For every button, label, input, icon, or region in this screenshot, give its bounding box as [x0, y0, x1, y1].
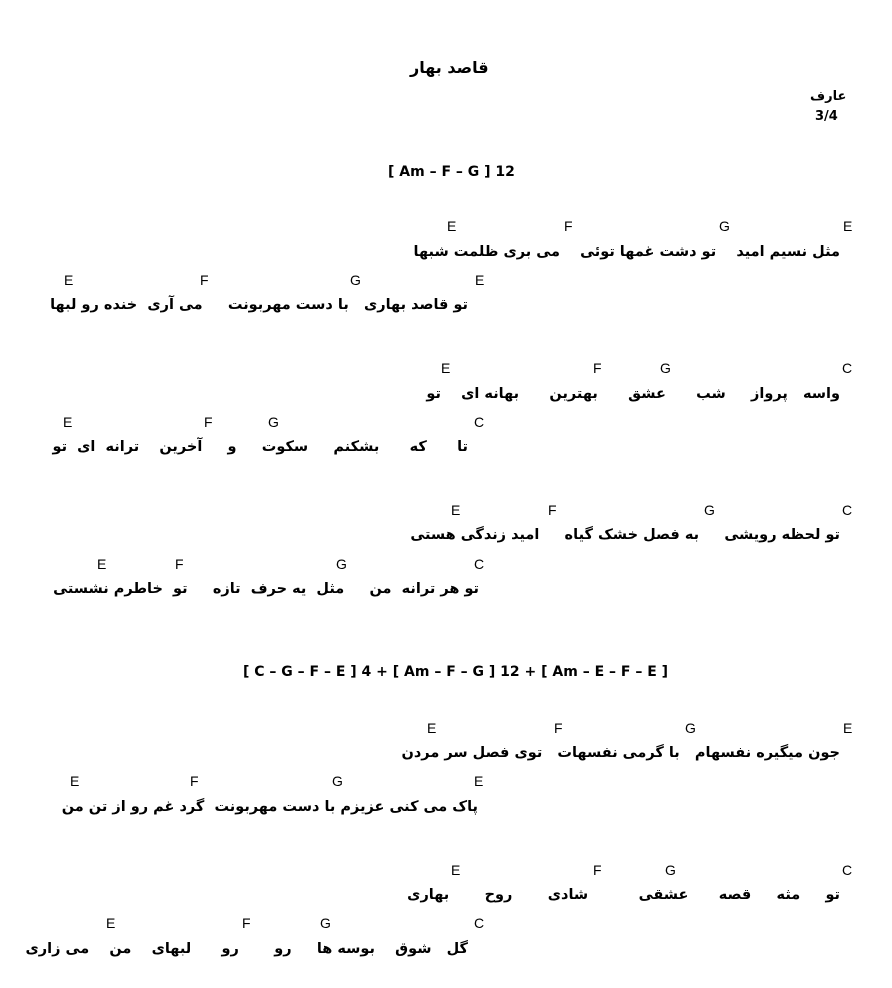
chord-g: G: [350, 272, 361, 288]
chord-f: F: [204, 414, 213, 430]
song-title: قاصد بهار: [410, 58, 489, 77]
chord-g: G: [320, 915, 331, 931]
chord-e: E: [843, 218, 853, 234]
chord-e: E: [427, 720, 437, 736]
chord-e: E: [843, 720, 853, 736]
chord-c: C: [474, 414, 485, 430]
chord-f: F: [190, 773, 199, 789]
intro-progression: [ Am – F – G ] 12: [388, 164, 515, 180]
chord-e: E: [474, 773, 484, 789]
lyric-line-6: تو هر ترانه من مثل یه حرف تازه تو خاطرم نشستی: [53, 581, 479, 597]
lyric-line-10: گل شوق بوسه ها رو رو لبهای من می زاری: [25, 941, 468, 957]
chord-g: G: [685, 720, 696, 736]
chord-c: C: [842, 862, 853, 878]
chord-f: F: [593, 360, 602, 376]
chord-e: E: [447, 218, 457, 234]
chord-c: C: [842, 502, 853, 518]
chord-g: G: [336, 556, 347, 572]
chord-g: G: [660, 360, 671, 376]
lyric-line-2: تو قاصد بهاری با دست مهربونت می آری خنده رو لبها: [50, 297, 468, 313]
chord-f: F: [242, 915, 251, 931]
chord-g: G: [719, 218, 730, 234]
lyric-line-5: تو لحظه رویشی به فصل خشک گیاه امید زندگی هستی: [410, 527, 840, 543]
chord-g: G: [332, 773, 343, 789]
chord-e: E: [441, 360, 451, 376]
chord-g: G: [268, 414, 279, 430]
chord-e: E: [106, 915, 116, 931]
chord-f: F: [564, 218, 573, 234]
chord-f: F: [175, 556, 184, 572]
chord-c: C: [474, 556, 485, 572]
chord-e: E: [63, 414, 73, 430]
lyric-line-9: تو مثه قصه عشقی شادی روح بهاری: [407, 887, 840, 903]
chord-e: E: [64, 272, 74, 288]
time-signature: 3/4: [815, 109, 838, 124]
lyric-line-7: جون میگیره نفسهام با گرمی نفسهات توی فصل سر مردن: [401, 745, 840, 761]
chord-g: G: [704, 502, 715, 518]
chord-f: F: [548, 502, 557, 518]
song-author: عارف: [810, 89, 847, 104]
chord-f: F: [200, 272, 209, 288]
chord-e: E: [475, 272, 485, 288]
chord-g: G: [665, 862, 676, 878]
chord-e: E: [70, 773, 80, 789]
lyric-line-1: مثل نسیم امید تو دشت غمها توئی می بری ظلمت شبها: [413, 244, 840, 260]
chord-c: C: [842, 360, 853, 376]
interlude-progression: [ C – G – F – E ] 4 + [ Am – F – G ] 12 + [ Am – E – F – E ]: [243, 664, 669, 680]
chord-f: F: [554, 720, 563, 736]
chord-e: E: [451, 862, 461, 878]
lyric-line-3: واسه پرواز شب عشق بهترین بهانه ای تو: [426, 386, 840, 402]
chord-f: F: [593, 862, 602, 878]
chord-e: E: [451, 502, 461, 518]
chord-e: E: [97, 556, 107, 572]
lyric-line-8: پاک می کنی عزیزم با دست مهربونت گرد غم رو از تن من: [61, 799, 478, 815]
lyric-line-4: تا که بشکنم سکوت و آخرین ترانه ای تو: [52, 439, 468, 455]
chord-c: C: [474, 915, 485, 931]
